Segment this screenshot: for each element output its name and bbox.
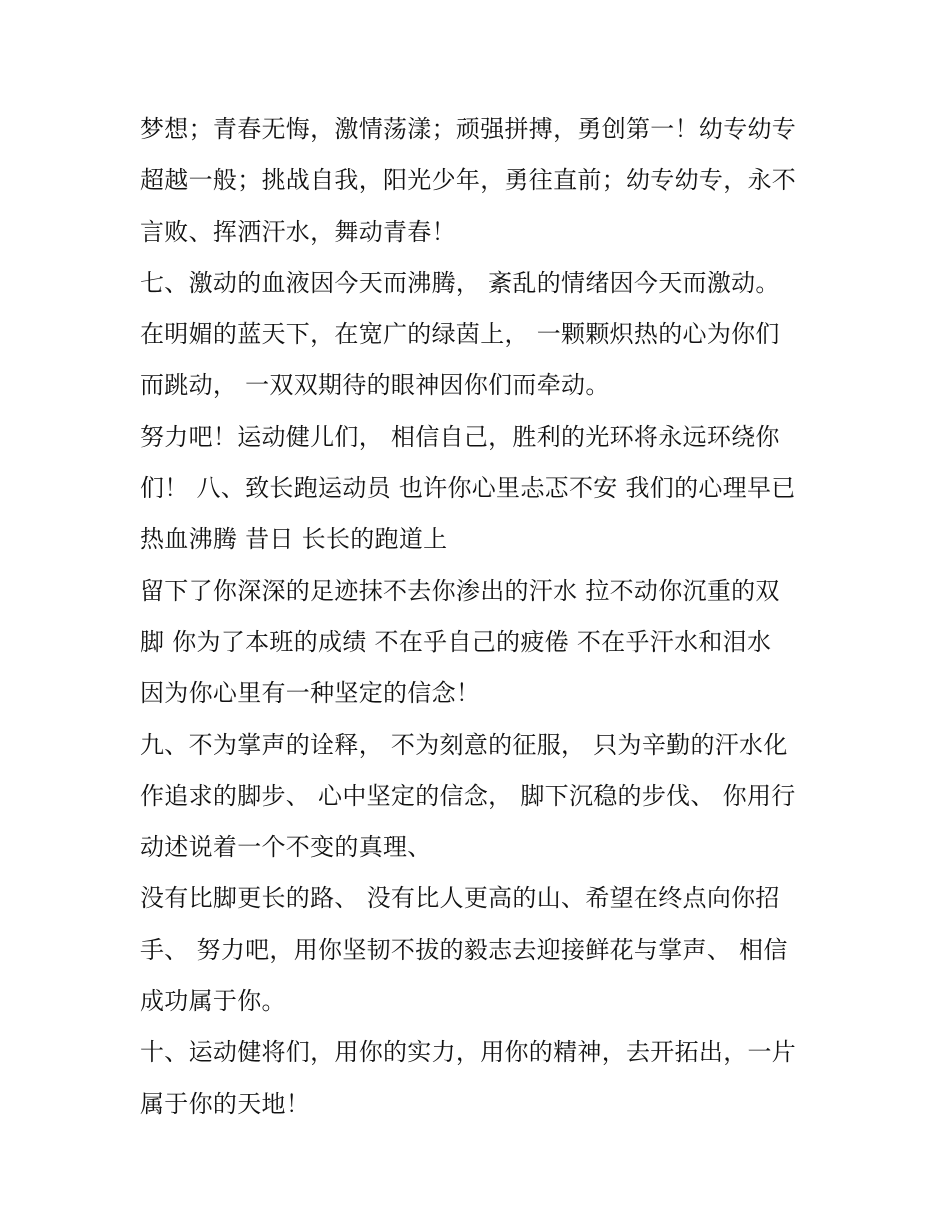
text-line: 超越一般；挑战自我，阳光少年，勇往直前；幼专幼专，永不	[140, 166, 797, 195]
text-line: 九、不为掌声的诠释， 不为刻意的征服， 只为辛勤的汗水化	[140, 730, 788, 759]
text-line: 七、激动的血液因今天而沸腾， 紊乱的情绪因今天而激动。	[140, 268, 780, 297]
text-line: 们！ 八、致长跑运动员 也许你心里忐忑不安 我们的心理早已	[140, 474, 796, 503]
text-line: 十、运动健将们，用你的实力，用你的精神，去开拓出，一片	[140, 1038, 797, 1067]
text-line: 属于你的天地！	[140, 1089, 311, 1118]
text-line: 言败、挥洒汗水，舞动青春！	[140, 217, 456, 246]
text-line: 热血沸腾 昔日 长长的跑道上	[140, 525, 448, 554]
text-line: 脚 你为了本班的成绩 不在乎自己的疲倦 不在乎汗水和泪水	[140, 627, 772, 656]
document-body-text	[140, 104, 830, 1130]
text-line: 成功属于你。	[140, 987, 286, 1016]
text-line: 努力吧！运动健儿们， 相信自己，胜利的光环将永远环绕你	[140, 422, 780, 451]
text-line: 梦想；青春无悔，激情荡漾；顽强拼搏，勇创第一！幼专幼专	[140, 115, 797, 143]
text-line: 动述说着一个不变的真理、	[140, 833, 432, 862]
text-line: 在明媚的蓝天下，在宽广的绿茵上， 一颗颗炽热的心为你们	[140, 320, 780, 349]
text-line: 作追求的脚步、 心中坚定的信念， 脚下沉稳的步伐、 你用行	[140, 781, 796, 810]
text-line: 手、 努力吧，用你坚韧不拔的毅志去迎接鲜花与掌声、 相信	[140, 935, 788, 964]
text-line: 因为你心里有一种坚定的信念！	[140, 679, 481, 708]
text-line: 而跳动， 一双双期待的眼神因你们而牵动。	[140, 371, 610, 400]
text-line: 留下了你深深的足迹抹不去你渗出的汗水 拉不动你沉重的双	[140, 576, 780, 605]
text-line: 没有比脚更长的路、 没有比人更高的山、希望在终点向你招	[140, 884, 780, 913]
